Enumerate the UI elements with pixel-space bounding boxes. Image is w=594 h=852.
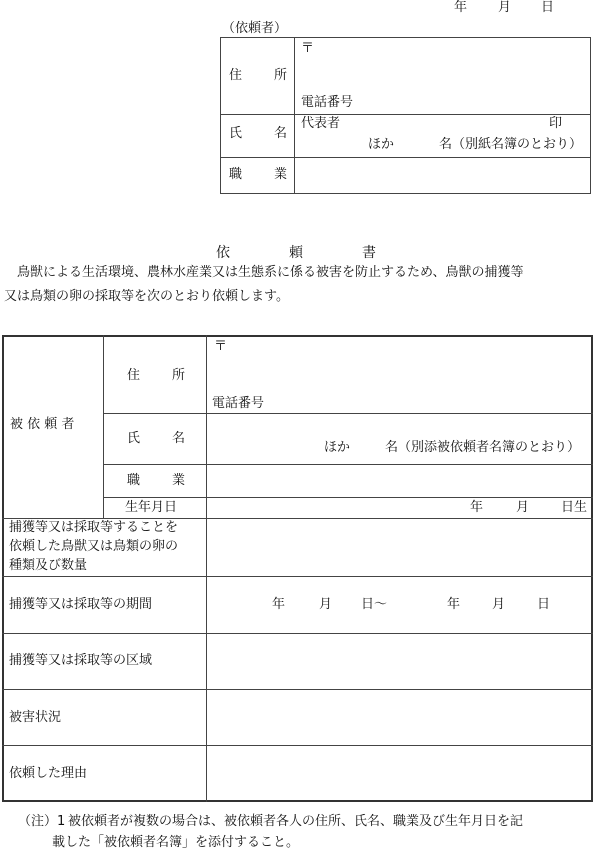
requester-occupation-field[interactable]: [300, 162, 585, 188]
document-body-line-1: 鳥獣による生活環境、農林水産業又は生態系に係る被害を防止するため、鳥獣の捕獲等: [4, 265, 524, 280]
note-line-1: 被依頼者が複数の場合は、被依頼者各人の住所、氏名、職業及び生年月日を記: [68, 814, 524, 829]
requester-phone-label: 電話番号: [301, 95, 354, 110]
requestee-others-suffix: 名（別添被依頼者名簿のとおり）: [385, 440, 581, 455]
reason-label: 依頼した理由: [9, 766, 88, 781]
birthdate-month: 月: [516, 500, 530, 515]
species-label-line-3: 種類及び数量: [9, 558, 88, 573]
table-row-line: [2, 576, 593, 577]
birthdate-day: 日生: [561, 500, 588, 515]
requestee-address-label: 住 所: [127, 368, 185, 383]
requestee-postal-mark: 〒: [214, 339, 228, 354]
table-row-line: [2, 633, 593, 634]
note-line-2: 載した「被依頼者名簿」を添付すること。: [52, 835, 300, 850]
table-row-line: [2, 518, 593, 519]
requester-others-suffix: 名（別紙名簿のとおり）: [439, 137, 583, 152]
reason-field[interactable]: [212, 750, 587, 796]
requestee-others-label: ほか: [324, 440, 351, 455]
damage-field[interactable]: [212, 694, 587, 740]
table-row-line: [103, 413, 593, 414]
table-divider: [103, 335, 104, 518]
date-year: 年: [454, 0, 468, 15]
requestee-occupation-label: 職 業: [127, 473, 185, 488]
requester-representative-label: 代表者: [301, 116, 341, 131]
period-from-year: 年: [272, 597, 286, 612]
requester-address-label: 住 所: [229, 68, 287, 83]
area-label: 捕獲等又は採取等の区域: [9, 653, 153, 668]
date-day: 日: [541, 0, 555, 15]
requester-seal-label: 印: [549, 116, 563, 131]
requester-row-line: [220, 157, 591, 158]
requestee-name-label: 氏 名: [127, 431, 185, 446]
period-to-year: 年: [447, 597, 461, 612]
requester-phone-field[interactable]: [360, 94, 580, 110]
table-row-line: [2, 689, 593, 690]
requester-occupation-label: 職 業: [229, 167, 287, 182]
date-month: 月: [498, 0, 512, 15]
period-to-day: 日: [537, 597, 551, 612]
requestee-label: 被 依 頼 者: [10, 417, 75, 432]
table-row-line: [103, 497, 593, 498]
requestee-phone-label: 電話番号: [212, 396, 265, 411]
birthdate-label: 生年月日: [125, 500, 178, 515]
requester-row-line: [220, 114, 591, 115]
table-divider: [206, 335, 207, 802]
requester-divider: [294, 37, 295, 194]
table-row-line: [103, 464, 593, 465]
note-marker: （注）1: [18, 814, 66, 829]
period-from-month: 月: [319, 597, 333, 612]
requestee-phone-field[interactable]: [275, 395, 575, 411]
requestee-occupation-field[interactable]: [212, 468, 587, 494]
damage-label: 被害状況: [9, 710, 62, 725]
birthdate-year: 年: [470, 500, 484, 515]
table-row-line: [2, 745, 593, 746]
requester-others-label: ほか: [368, 137, 395, 152]
document-body-line-2: 又は鳥類の卵の採取等を次のとおり依頼します。: [4, 289, 289, 304]
requester-caption: （依頼者）: [222, 21, 288, 36]
species-label-line-2: 依頼した鳥獣又は鳥類の卵の: [9, 539, 179, 554]
period-to-month: 月: [492, 597, 506, 612]
requester-postal-mark: 〒: [301, 41, 315, 56]
area-field[interactable]: [212, 638, 587, 684]
period-from-day: 日〜: [361, 597, 388, 612]
species-field[interactable]: [212, 523, 587, 571]
period-label: 捕獲等又は採取等の期間: [9, 597, 153, 612]
document-title: 依 頼 書: [216, 245, 376, 261]
species-label-line-1: 捕獲等又は採取等することを: [9, 520, 179, 535]
requester-name-label: 氏 名: [229, 126, 287, 141]
